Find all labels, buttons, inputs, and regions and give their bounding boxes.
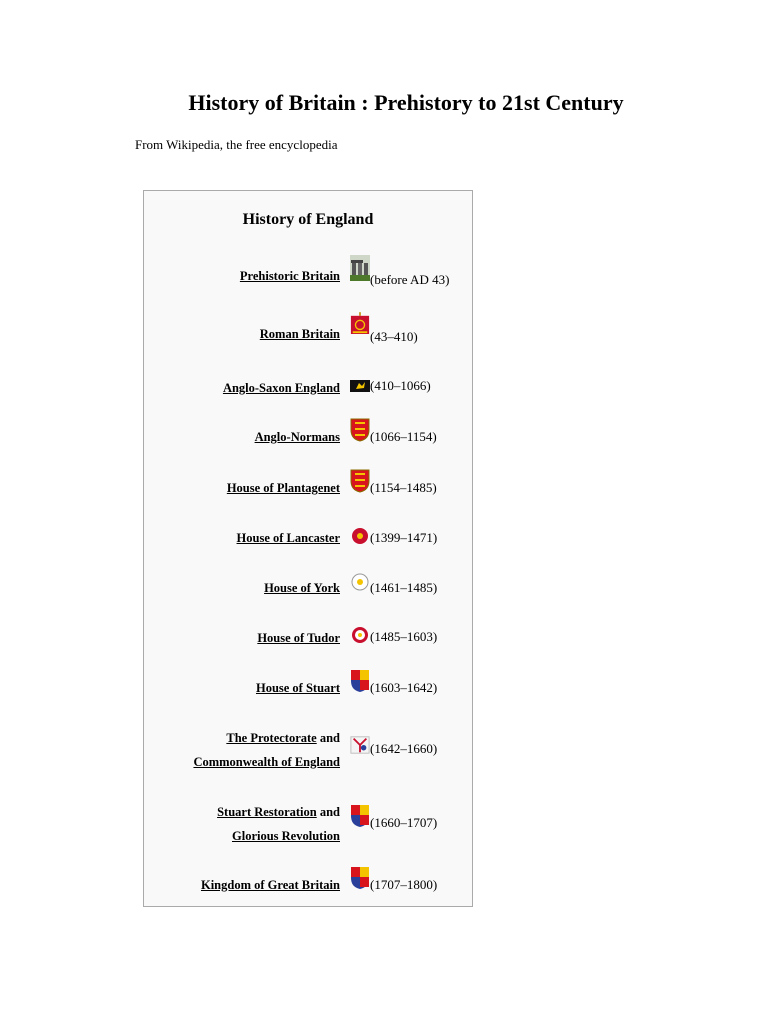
house-of-plantagenet-link[interactable]: House of Plantagenet <box>226 481 340 495</box>
white-rose-icon <box>350 572 370 592</box>
tudor-rose-icon <box>350 625 370 645</box>
period-dates-protectorate: (1642–1660) <box>370 741 438 756</box>
lions-shield-icon <box>350 471 370 491</box>
period-label-lancaster <box>237 526 340 550</box>
period-dates-prehistoric: (before AD 43) <box>370 272 450 287</box>
infobox-title: History of England <box>242 211 374 228</box>
kingdom-of-great-britain-link[interactable]: Kingdom of Great Britain <box>200 878 340 892</box>
stuart-restoration-link[interactable]: Stuart Restoration <box>217 805 317 819</box>
house-of-stuart-link[interactable]: House of Stuart <box>255 681 340 695</box>
period-label-prehistoric <box>240 264 340 288</box>
glorious-revolution-link[interactable]: Glorious Revolution <box>232 829 340 843</box>
roman-britain-link[interactable]: Roman Britain <box>259 327 340 341</box>
prehistoric-britain-link[interactable]: Prehistoric Britain <box>239 269 340 283</box>
lions-shield-icon <box>350 420 370 440</box>
period-dates-anglo-normans: (1066–1154) <box>370 429 437 444</box>
period-dates-restoration: (1660–1707) <box>370 815 438 830</box>
commonwealth-arms-icon <box>350 735 370 755</box>
period-dates-great-britain: (1707–1800) <box>370 877 438 892</box>
period-dates-york: (1461–1485) <box>370 580 438 595</box>
period-label-great-britain <box>201 873 340 897</box>
period-dates-stuart: (1603–1642) <box>370 680 438 695</box>
house-of-tudor-link[interactable]: House of Tudor <box>257 631 340 645</box>
anglo-saxon-england-link[interactable]: Anglo-Saxon England <box>222 381 340 395</box>
the-protectorate-link[interactable]: The Protectorate <box>226 731 317 745</box>
period-dates-lancaster: (1399–1471) <box>370 530 438 545</box>
period-label-restoration <box>217 800 340 848</box>
period-label-york <box>264 576 340 600</box>
royal-arms-shield-icon <box>350 671 370 691</box>
royal-arms-shield-icon <box>350 868 370 888</box>
red-rose-icon <box>350 526 370 546</box>
roman-vexillum-icon <box>350 314 370 334</box>
stonehenge-icon <box>350 258 370 278</box>
page-subtitle: From Wikipedia, the free encyclopedia <box>135 137 338 152</box>
period-label-conjunction: and <box>319 731 340 745</box>
page-title: History of Britain : Prehistory to 21st Century <box>188 90 624 115</box>
house-of-york-link[interactable]: House of York <box>264 581 340 595</box>
period-label-anglo-saxon <box>223 376 340 400</box>
house-of-lancaster-link[interactable]: House of Lancaster <box>236 531 340 545</box>
commonwealth-of-england-link[interactable]: Commonwealth of England <box>193 755 340 769</box>
period-label-roman <box>260 322 340 346</box>
anglo-normans-link[interactable]: Anglo-Normans <box>254 430 340 444</box>
period-dates-anglo-saxon: (410–1066) <box>370 378 431 393</box>
period-label-plantagenet <box>227 476 340 500</box>
period-dates-roman: (43–410) <box>370 329 418 344</box>
period-label-stuart <box>256 676 340 700</box>
period-dates-tudor: (1485–1603) <box>370 629 438 644</box>
royal-arms-shield-icon <box>350 806 370 826</box>
period-dates-plantagenet: (1154–1485) <box>370 480 437 495</box>
wessex-dragon-flag-icon <box>350 376 370 396</box>
period-label-conjunction: and <box>319 805 340 819</box>
period-label-anglo-normans <box>255 425 340 449</box>
period-label-protectorate <box>193 726 340 774</box>
period-label-tudor <box>257 626 340 650</box>
